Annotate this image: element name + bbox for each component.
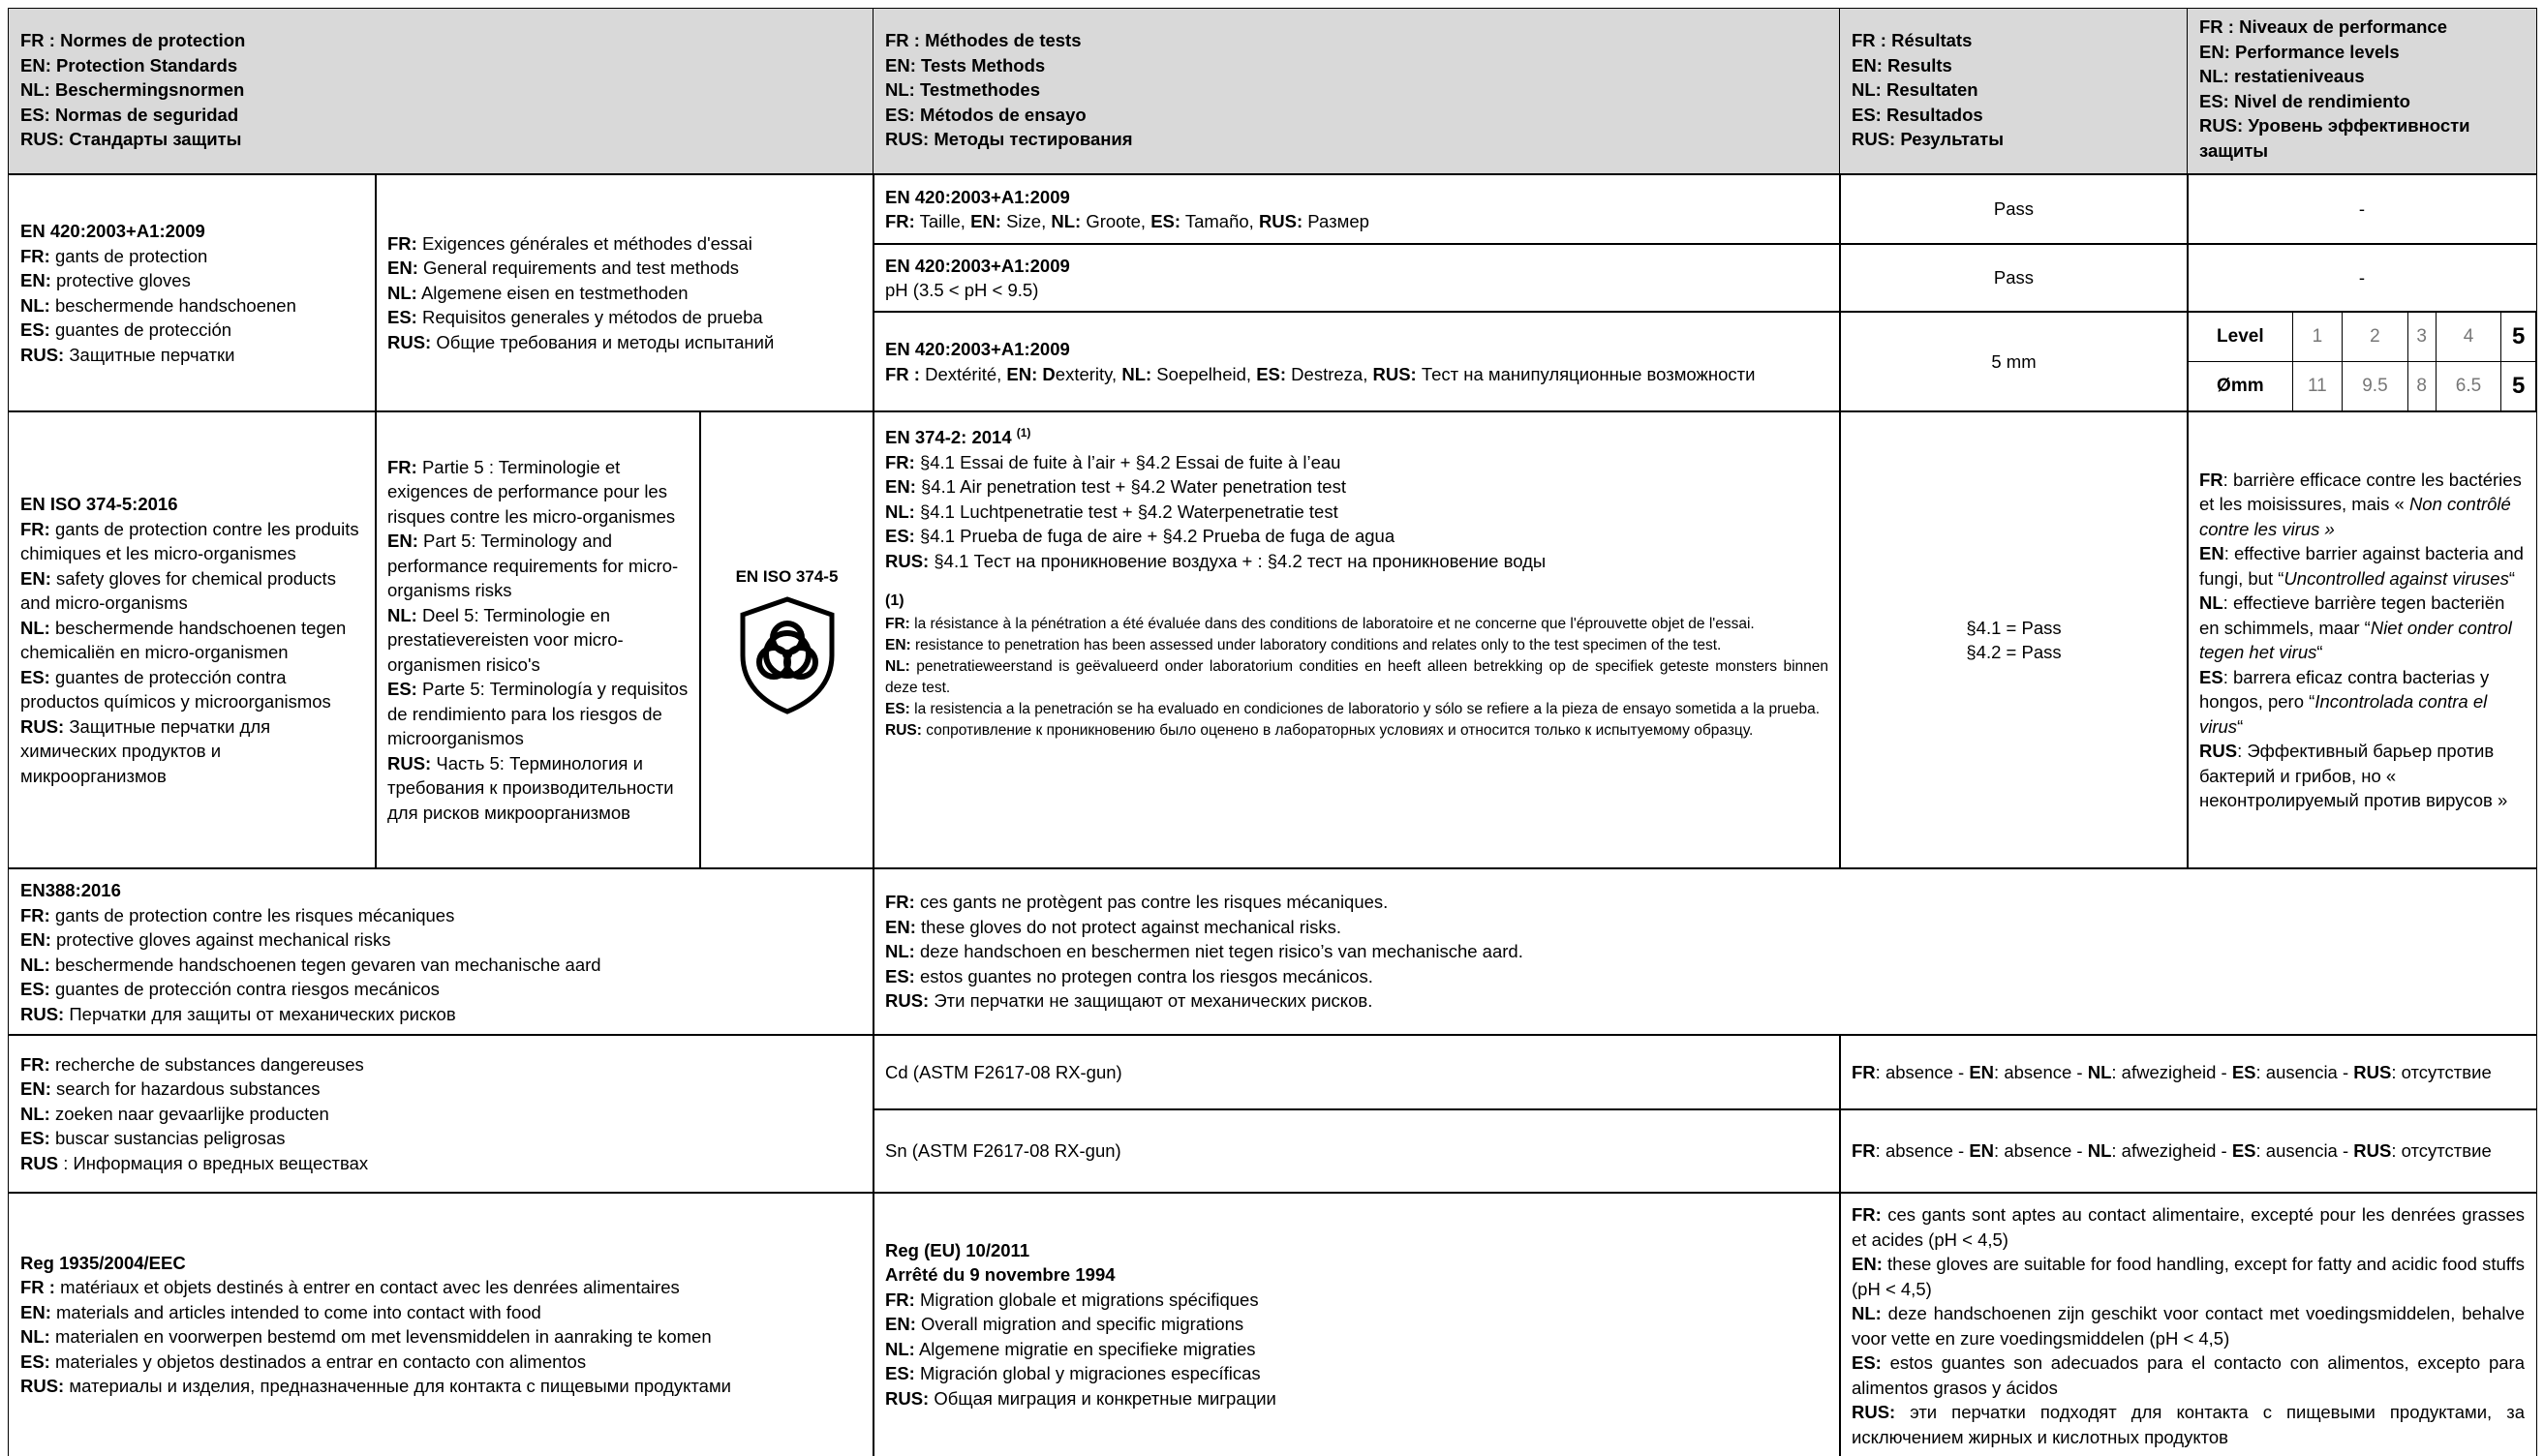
level-cell: 3 — [2407, 313, 2436, 362]
sn-result: FR: absence - EN: absence - NL: afwezigheid - ES: ausencia - RUS: отсутствие — [1839, 1108, 2537, 1194]
performance-line: ES: barrera eficaz contra bacterias y hongos, pero “Incontrolada contra el virus“ — [2199, 666, 2490, 737]
text-line: RUS: материалы и изделия, предназначенные для контакта с пищевыми продуктами — [20, 1376, 732, 1396]
hazard-cell — [8, 1034, 874, 1194]
iso374-pictogram-cell — [699, 410, 874, 869]
text-line: NL: beschermende handschoenen tegen chemicaliën en micro-organismen — [20, 617, 347, 662]
iso374-description-lines — [387, 455, 689, 826]
result-line: §4.1 = Pass — [1966, 617, 2062, 638]
text-line: NL: restatieniveaus — [2199, 66, 2365, 86]
text-line: FR: §4.1 Essai de fuite à l’air + §4.2 Essai de fuite à l’eau — [885, 451, 1341, 472]
en420-ph-test — [873, 243, 1841, 313]
food-result-lines — [1852, 1202, 2525, 1449]
en420-description-cell — [375, 173, 874, 412]
text-line: EN: Protection Standards — [20, 54, 238, 76]
en420-size-level: - — [2187, 173, 2537, 245]
header-results — [1839, 8, 2189, 175]
food-result-cell — [1839, 1192, 2537, 1456]
text-line: NL: beschermende handschoenen tegen gevaren van mechanische aard — [20, 954, 601, 975]
performance-line: RUS: Эффективный барьер против бактерий и грибов, но « неконтролируемый против вирусов » — [2199, 741, 2508, 810]
header-performance — [2187, 8, 2537, 175]
en420-standard-lines — [20, 244, 364, 368]
text-line: FR: ces gants ne protègent pas contre les risques mécaniques. — [885, 892, 1389, 912]
text-line: EN: protective gloves — [20, 270, 191, 290]
en420-size-result: Pass — [1839, 173, 2189, 245]
text-line: RUS: Часть 5: Терминология и требования к производительности для рисков микроорганизмов — [387, 752, 674, 823]
text-line: FR: Exigences générales et méthodes d'essai — [387, 232, 752, 254]
iso374-performance-lines — [2199, 468, 2525, 813]
text-line: ES: materiales y objetos destinados a entrar en contacto con alimentos — [20, 1350, 587, 1372]
text-line: ES: estos guantes no protegen contra los riesgos mecánicos. — [885, 965, 1373, 986]
en420-description-lines — [387, 231, 862, 355]
performance-line: EN: effective barrier against bacteria and fungi, but “Uncontrolled against viruses“ — [2199, 543, 2524, 589]
iso374-standard-lines — [20, 517, 364, 789]
text-line: FR : matériaux et objets destinés à entrer en contact avec les denrées alimentaires — [20, 1277, 680, 1297]
text-line: FR : Méthodes de tests — [885, 30, 1082, 50]
test-title: EN 420:2003+A1:2009 — [885, 186, 1070, 207]
text-line: EN: protective gloves against mechanical risks — [20, 929, 391, 950]
cd-result: FR: absence - EN: absence - NL: afwezigheid - ES: ausencia - RUS: отсутствие — [1839, 1034, 2537, 1110]
iso374-results-cell — [1839, 410, 2189, 869]
food-test-title: Reg (EU) 10/2011 — [885, 1239, 1030, 1260]
text-line: ES: guantes de protección contra riesgos mecánicos — [20, 979, 440, 999]
level-cell-achieved: 5 — [2501, 313, 2536, 362]
text-line: ES: Resultados — [1852, 104, 1983, 125]
text-line: RUS: Уровень эффективности защиты — [2199, 115, 2470, 161]
text-line: EN: resistance to penetration has been assessed under laboratory conditions and relates only to the test specimen of the test. — [885, 636, 1722, 653]
header-standards — [8, 8, 874, 175]
level-label: Level — [2189, 313, 2293, 362]
text-line: FR : Résultats — [1852, 30, 1973, 50]
iso374-test-lines — [885, 450, 1828, 574]
diameter-cell: 6.5 — [2436, 362, 2501, 411]
text-line: NL: Algemene eisen en testmethoden — [387, 282, 689, 303]
test-line: FR: Taille, EN: Size, NL: Groote, ES: Tamaño, RUS: Размер — [885, 211, 1369, 231]
en420-standard-title: EN 420:2003+A1:2009 — [20, 221, 205, 241]
text-line: NL: Deel 5: Terminologie en prestatievereisten voor micro-organismen risico's — [387, 604, 624, 675]
iso374-standard-title: EN ISO 374-5:2016 — [20, 494, 178, 514]
text-line: EN: General requirements and test methods — [387, 258, 739, 279]
text-line: ES: Parte 5: Terminología y requisitos de rendimiento para los riesgos de microorganismos — [387, 679, 689, 749]
text-line: RUS: Защитные перчатки — [20, 344, 235, 365]
diameter-cell: 11 — [2292, 362, 2342, 411]
text-line: NL: Algemene migratie en specifieke migraties — [885, 1338, 1256, 1359]
text-line: RUS: эти перчатки подходят для контакта с пищевыми продуктами, за исключением жирных и кислотных продуктов — [1852, 1402, 2525, 1447]
result-line: §4.2 = Pass — [1966, 642, 2062, 662]
food-title: Reg 1935/2004/EEC — [20, 1252, 186, 1273]
text-line: EN: §4.1 Air penetration test + §4.2 Water penetration test — [885, 476, 1346, 498]
text-line: ES: guantes de protección contra productos químicos y microorganismos — [20, 666, 331, 712]
test-title: EN 420:2003+A1:2009 — [885, 255, 1070, 276]
text-line: ES: Nivel de rendimiento — [2199, 90, 2410, 111]
biohazard-icon — [734, 595, 841, 715]
text-line: ES: Migración global y migraciones específicas — [885, 1363, 1261, 1384]
text-line: ES: Normas de seguridad — [20, 104, 239, 125]
test-title: EN 420:2003+A1:2009 — [885, 339, 1070, 359]
text-line: RUS: сопротивление к проникновению было оценено в лабораторных условиях и относится только к испытуемому образцу. — [885, 721, 1754, 739]
text-line: FR: gants de protection contre les produits chimiques et les micro-organismes — [20, 518, 359, 563]
text-line: EN: materials and articles intended to come into contact with food — [20, 1301, 541, 1322]
text-line: ES: guantes de protección — [20, 319, 232, 340]
text-line: NL: Resultaten — [1852, 79, 1978, 100]
food-test-cell — [873, 1192, 1841, 1456]
text-line: NL: deze handschoenen zijn geschikt voor contact met voedingsmiddelen, behalve voor vette en zure voedingsmiddelen (pH < 4,5) — [1852, 1303, 2525, 1349]
text-line: ES: estos guantes son adecuados para el contacto con alimentos, excepto para alimentos grasos y ácidos — [1852, 1352, 2525, 1398]
level-cell: 2 — [2343, 313, 2408, 362]
test-line: FR : Dextérité, EN: Dexterity, NL: Soepelheid, ES: Destreza, RUS: Тест на манипуляционные возможности — [885, 363, 1756, 384]
text-line: RUS: Перчатки для защиты от механических рисков — [20, 1003, 456, 1024]
text-line: RUS: §4.1 Тест на проникновение воздуха + : §4.2 тест на проникновение воды — [885, 550, 1547, 571]
text-line: NL: Testmethodes — [885, 79, 1041, 100]
text-line: NL: materialen en voorwerpen bestemd om met levensmiddelen in aanraking te komen — [20, 1326, 712, 1347]
en420-dexterity-result: 5 mm — [1839, 311, 2189, 412]
text-line: ES: Requisitos generales y métodos de prueba — [387, 307, 763, 328]
iso374-test-title: EN 374-2: 2014 $^{(1)}$ — [885, 426, 1031, 448]
text-line: RUS: Методы тестирования — [885, 129, 1133, 149]
sn-method: Sn (ASTM F2617-08 RX-gun) — [873, 1108, 1841, 1194]
text-line: FR: Migration globale et migrations spécifiques — [885, 1289, 1259, 1310]
pictogram-label: EN ISO 374-5 — [735, 567, 839, 587]
header-test-methods — [873, 8, 1841, 175]
en420-ph-result: Pass — [1839, 243, 2189, 313]
text-line: NL: penetratieweerstand is geëvalueerd onder laboratorium condities en heeft alleen betrekking op de specifiek geteste monsters binnen deze test. — [885, 657, 1828, 696]
en420-size-test — [873, 173, 1841, 245]
text-line: EN: these gloves are suitable for food handling, except for fatty and acidic food stuffs (pH < 4,5) — [1852, 1254, 2525, 1299]
en388-standard-cell — [8, 867, 874, 1036]
food-test-lines — [885, 1288, 1828, 1411]
diameter-label: Ømm — [2189, 362, 2293, 411]
text-line: EN: Results — [1852, 54, 1952, 76]
food-standard-cell — [8, 1192, 874, 1456]
text-line: FR: gants de protection contre les risques mécaniques — [20, 904, 455, 925]
dexterity-level-table — [2187, 311, 2537, 412]
text-line: RUS: Стандарты защиты — [20, 129, 242, 149]
en420-ph-level: - — [2187, 243, 2537, 313]
text-line: NL: Beschermingsnormen — [20, 79, 245, 100]
text-line: EN: Tests Methods — [885, 54, 1046, 76]
text-line: FR : Niveaux de performance — [2199, 16, 2447, 37]
en388-title: EN388:2016 — [20, 880, 121, 900]
text-line: EN: Overall migration and specific migrations — [885, 1314, 1244, 1335]
text-line: NL: beschermende handschoenen — [20, 294, 296, 316]
text-line: RUS: Эти перчатки не защищают от механических рисков. — [885, 990, 1373, 1011]
note-mark: (1) — [885, 592, 904, 610]
cd-method: Cd (ASTM F2617-08 RX-gun) — [873, 1034, 1841, 1110]
en388-lines — [20, 903, 862, 1027]
text-line: ES: la resistencia a la penetración se ha evaluado en condiciones de laboratorio y sólo se refiere a la pieza de ensayo sometida a la prueba. — [885, 700, 1821, 717]
text-line: NL: §4.1 Luchtpenetratie test + §4.2 Waterpenetratie test — [885, 500, 1338, 522]
text-line: FR: la résistance à la pénétration a été évaluée dans des conditions de laboratoire et ne concerne que l'éprouvette objet de l'essai. — [885, 615, 1755, 632]
iso374-performance-cell — [2187, 410, 2537, 869]
text-line: RUS: Общие требования и методы испытаний — [387, 331, 775, 352]
text-line: FR: gants de protection — [20, 245, 208, 266]
performance-line: NL: effectieve barrière tegen bacteriën en schimmels, maar “Niet onder control tegen het virus“ — [2199, 592, 2512, 662]
text-line: EN: search for hazardous substances — [20, 1078, 321, 1100]
text-line: ES: buscar sustancias peligrosas — [20, 1128, 286, 1149]
iso374-note-lines — [885, 614, 1828, 742]
text-line: NL: zoeken naar gevaarlijke producten — [20, 1103, 329, 1124]
text-line: RUS: Результаты — [1852, 129, 2005, 149]
text-line: ES: Métodos de ensayo — [885, 104, 1087, 125]
level-cell: 1 — [2292, 313, 2342, 362]
iso374-standard-cell — [8, 410, 377, 869]
en388-statement-lines — [885, 890, 2525, 1014]
food-test-subtitle: Arrêté du 9 novembre 1994 — [885, 1264, 1116, 1286]
iso374-test-cell — [873, 410, 1841, 869]
performance-line: FR: barrière efficace contre les bactéries et les moisissures, mais « Non contrôlé contre les virus » — [2199, 469, 2522, 539]
hazard-lines — [20, 1052, 862, 1176]
text-line: EN: these gloves do not protect against mechanical risks. — [885, 916, 1341, 937]
text-line: ES: §4.1 Prueba de fuga de aire + §4.2 Prueba de fuga de agua — [885, 526, 1395, 547]
text-line: NL: deze handschoen en beschermen niet tegen risico’s van mechanische aard. — [885, 941, 1523, 961]
diameter-cell: 8 — [2407, 362, 2436, 411]
en420-standard-cell — [8, 173, 377, 412]
text-line: RUS: Защитные перчатки для химических продуктов и микроорганизмов — [20, 715, 271, 786]
text-line: RUS: Общая миграция и конкретные миграции — [885, 1387, 1276, 1409]
diameter-cell: 9.5 — [2343, 362, 2408, 411]
text-line: EN: Part 5: Terminology and performance requirements for micro-organisms risks — [387, 531, 679, 601]
level-cell: 4 — [2436, 313, 2501, 362]
text-line: EN: safety gloves for chemical products and micro-organisms — [20, 567, 336, 613]
text-line: FR: recherche de substances dangereuses — [20, 1053, 364, 1075]
iso374-description-cell — [375, 410, 701, 869]
en388-statement-cell — [873, 867, 2537, 1036]
text-line: FR: Partie 5 : Terminologie et exigences de performance pour les risques contre les micro-organismes — [387, 456, 676, 527]
en420-dexterity-test — [873, 311, 1841, 412]
text-line: RUS : Информация о вредных веществах — [20, 1152, 369, 1173]
diameter-cell-achieved: 5 — [2501, 362, 2536, 411]
text-line: FR : Normes de protection — [20, 30, 246, 50]
text-line: EN: Performance levels — [2199, 41, 2400, 62]
text-line: FR: ces gants sont aptes au contact alimentaire, excepté pour les denrées grasses et acides (pH < 4,5) — [1852, 1204, 2525, 1250]
test-line: pH (3.5 < pH < 9.5) — [885, 280, 1039, 300]
food-lines — [20, 1275, 862, 1399]
